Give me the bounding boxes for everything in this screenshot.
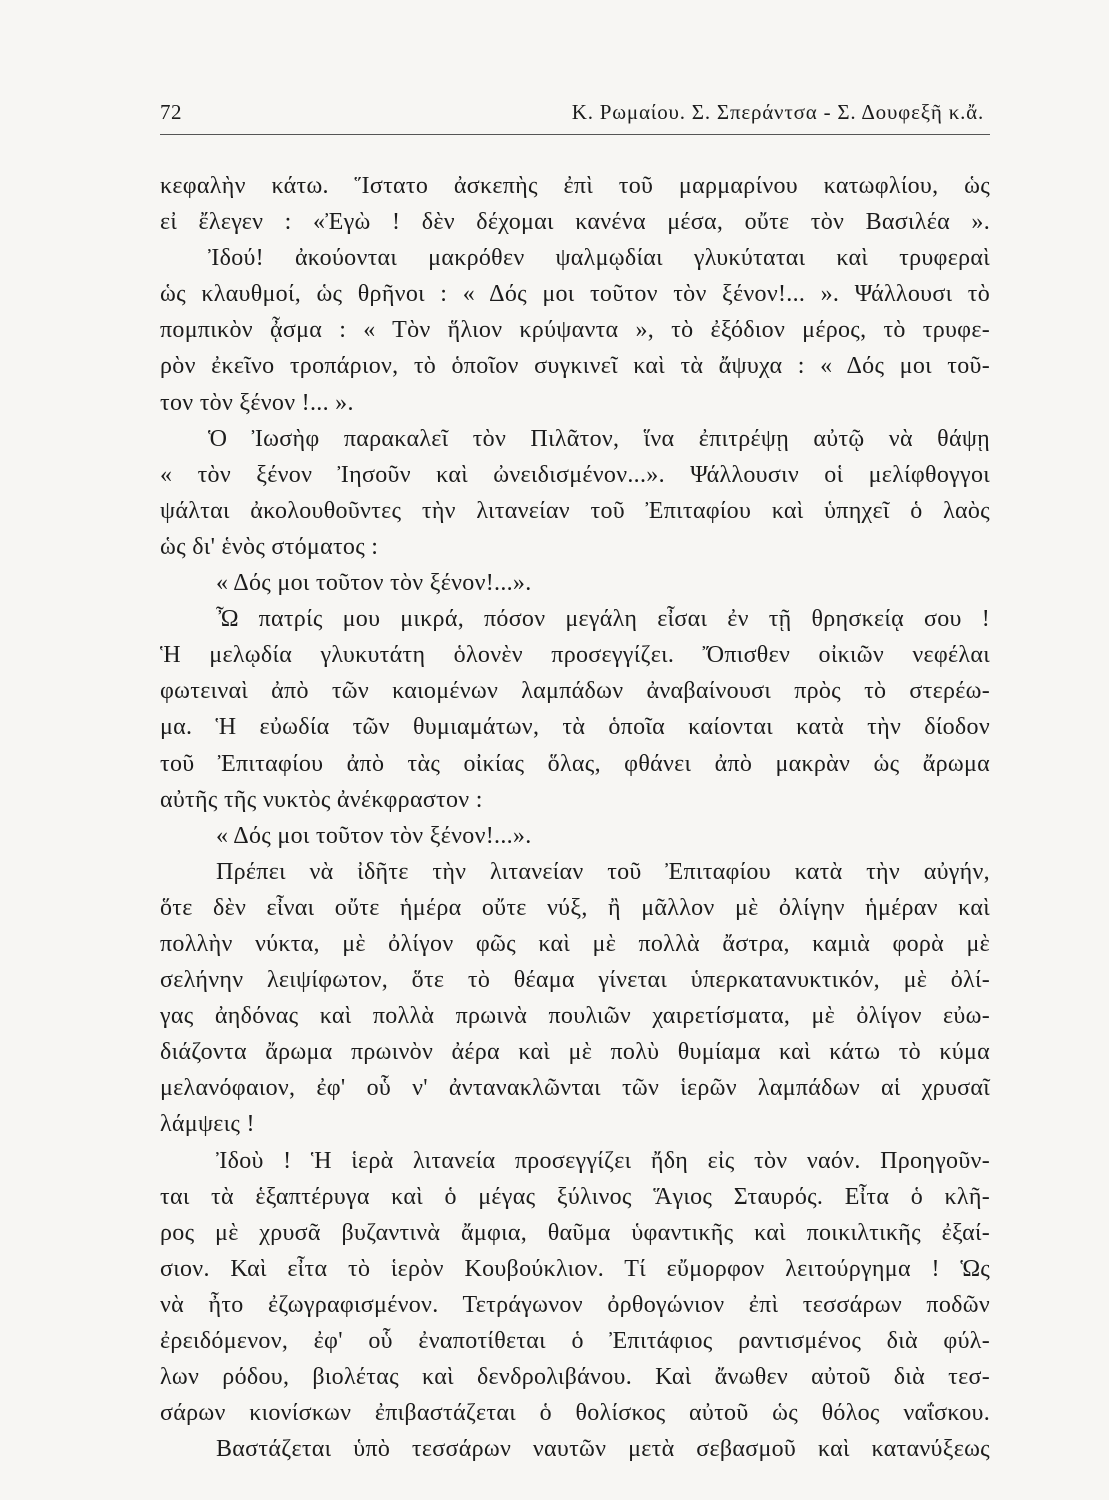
text-line: πομπικὸν ᾆσμα : « Τὸν ἥλιον κρύψαντα », τὸ ἐξόδιον μέρος, τὸ τρυφε- bbox=[160, 317, 990, 344]
text-line: φωτειναὶ ἀπὸ τῶν καιομένων λαμπάδων ἀναβαίνουσι πρὸς τὸ στερέω- bbox=[160, 678, 990, 705]
text-line: ρος μὲ χρυσᾶ βυζαντινὰ ἄμφια, θαῦμα ὑφαντικῆς καὶ ποικιλτικῆς ἐξαί- bbox=[160, 1219, 990, 1246]
text-line: ὅτε δὲν εἶναι οὔτε ἡμέρα οὔτε νύξ, ἢ μᾶλλον μὲ ὀλίγην ἡμέραν καὶ bbox=[160, 894, 990, 921]
text-line: Ἰδοὺ ! Ἡ ἱερὰ λιτανεία προσεγγίζει ἤδη εἰς τὸν ναόν. Προηγοῦν- bbox=[216, 1147, 990, 1174]
text-line: Βαστάζεται ὑπὸ τεσσάρων ναυτῶν μετὰ σεβασμοῦ καὶ κατανύξεως bbox=[216, 1436, 990, 1463]
text-line: πολλὴν νύκτα, μὲ ὀλίγον φῶς καὶ μὲ πολλὰ ἄστρα, καμιὰ φορὰ μὲ bbox=[160, 930, 990, 957]
text-line: Ἰδού! ἀκούονται μακρόθεν ψαλμῳδίαι γλυκύταται καὶ τρυφεραὶ bbox=[208, 245, 990, 272]
text-line: « Δός μοι τοῦτον τὸν ξένον!...». bbox=[216, 822, 532, 849]
text-line: ὡς κλαυθμοί, ὡς θρῆνοι : « Δός μοι τοῦτον τὸν ξένον!... ». Ψάλλουσι τὸ bbox=[160, 281, 990, 308]
text-line: λάμψεις ! bbox=[160, 1111, 255, 1138]
text-line: Ὦ πατρίς μου μικρά, πόσον μεγάλη εἶσαι ἐν τῇ θρησκείᾳ σου ! bbox=[216, 606, 990, 633]
text-line: λων ρόδου, βιολέτας καὶ δενδρολιβάνου. Καὶ ἄνωθεν αὐτοῦ διὰ τεσ- bbox=[160, 1364, 990, 1391]
text-line: ρὸν ἐκεῖνο τροπάριον, τὸ ὁποῖον συγκινεῖ καὶ τὰ ἄψυχα : « Δός μοι τοῦ- bbox=[160, 353, 990, 380]
text-line: ἐρειδόμενον, ἐφ' οὗ ἐναποτίθεται ὁ Ἐπιτάφιος ραντισμένος διὰ φύλ- bbox=[160, 1328, 990, 1354]
text-line: « Δός μοι τοῦτον τὸν ξένον!...». bbox=[216, 570, 532, 597]
text-line: κεφαλὴν κάτω. Ἵστατο ἀσκεπὴς ἐπὶ τοῦ μαρμαρίνου κατωφλίου, ὡς bbox=[160, 173, 990, 199]
text-line: σιον. Καὶ εἶτα τὸ ἱερὸν Κουβούκλιον. Τί εὔμορφον λειτούργημα ! Ὡς bbox=[160, 1255, 990, 1282]
text-line: νὰ ἦτο ἐζωγραφισμένον. Τετράγωνον ὀρθογώνιον ἐπὶ τεσσάρων ποδῶν bbox=[160, 1291, 990, 1318]
text-line: τον τὸν ξένον !... ». bbox=[160, 389, 354, 416]
text-line: σελήνην λειψίφωτον, ὅτε τὸ θέαμα γίνεται ὑπερκατανυκτικόν, μὲ ὀλί- bbox=[160, 967, 990, 994]
page-header bbox=[160, 100, 990, 135]
page-number: 72 bbox=[160, 100, 182, 124]
text-line: σάρων κιονίσκων ἐπιβαστάζεται ὁ θολίσκος αὐτοῦ ὡς θόλος ναΐσκου. bbox=[160, 1400, 990, 1427]
text-line: « τὸν ξένον Ἰησοῦν καὶ ὠνειδισμένον...». Ψάλλουσιν οἱ μελίφθογγοι bbox=[160, 461, 990, 488]
text-line: διάζοντα ἄρωμα πρωινὸν ἀέρα καὶ μὲ πολὺ θυμίαμα καὶ κάτω τὸ κύμα bbox=[160, 1039, 990, 1066]
text-line: τοῦ Ἐπιταφίου ἀπὸ τὰς οἰκίας ὅλας, φθάνει ἀπὸ μακρὰν ὡς ἄρωμα bbox=[160, 750, 990, 777]
text-line: Πρέπει νὰ ἰδῆτε τὴν λιτανείαν τοῦ Ἐπιταφίου κατὰ τὴν αὐγήν, bbox=[216, 858, 990, 885]
text-line: Ὁ Ἰωσὴφ παρακαλεῖ τὸν Πιλᾶτον, ἵνα ἐπιτρέψῃ αὐτῷ νὰ θάψῃ bbox=[208, 425, 990, 452]
text-line: Ἡ μελῳδία γλυκυτάτη ὁλονὲν προσεγγίζει. Ὄπισθεν οἰκιῶν νεφέλαι bbox=[160, 642, 990, 669]
running-head: Κ. Ρωμαίου. Σ. Σπεράντσα - Σ. Δουφεξῆ κ.ἄ. bbox=[571, 100, 984, 124]
text-line: ται τὰ ἑξαπτέρυγα καὶ ὁ μέγας ξύλινος Ἅγιος Σταυρός. Εἶτα ὁ κλῆ- bbox=[160, 1183, 990, 1210]
text-line: μα. Ἡ εὐωδία τῶν θυμιαμάτων, τὰ ὁποῖα καίονται κατὰ τὴν δίοδον bbox=[160, 714, 990, 741]
text-line: ψάλται ἀκολουθοῦντες τὴν λιτανείαν τοῦ Ἐπιταφίου καὶ ὑπηχεῖ ὁ λαὸς bbox=[160, 497, 990, 524]
text-line: αὐτῆς τῆς νυκτὸς ἀνέκφραστον : bbox=[160, 786, 483, 813]
text-line: εἰ ἔλεγεν : «Ἐγὼ ! δὲν δέχομαι κανένα μέσα, οὔτε τὸν Βασιλέα ». bbox=[160, 209, 990, 236]
text-line: ὡς δι' ἑνὸς στόματος : bbox=[160, 533, 379, 560]
text-line: γας ἀηδόνας καὶ πολλὰ πρωινὰ πουλιῶν χαιρετίσματα, μὲ ὀλίγον εὐω- bbox=[160, 1003, 990, 1030]
text-line: μελανόφαιον, ἐφ' οὗ ν' ἀντανακλῶνται τῶν ἱερῶν λαμπάδων αἱ χρυσαῖ bbox=[160, 1075, 990, 1102]
body-text bbox=[160, 168, 990, 1467]
